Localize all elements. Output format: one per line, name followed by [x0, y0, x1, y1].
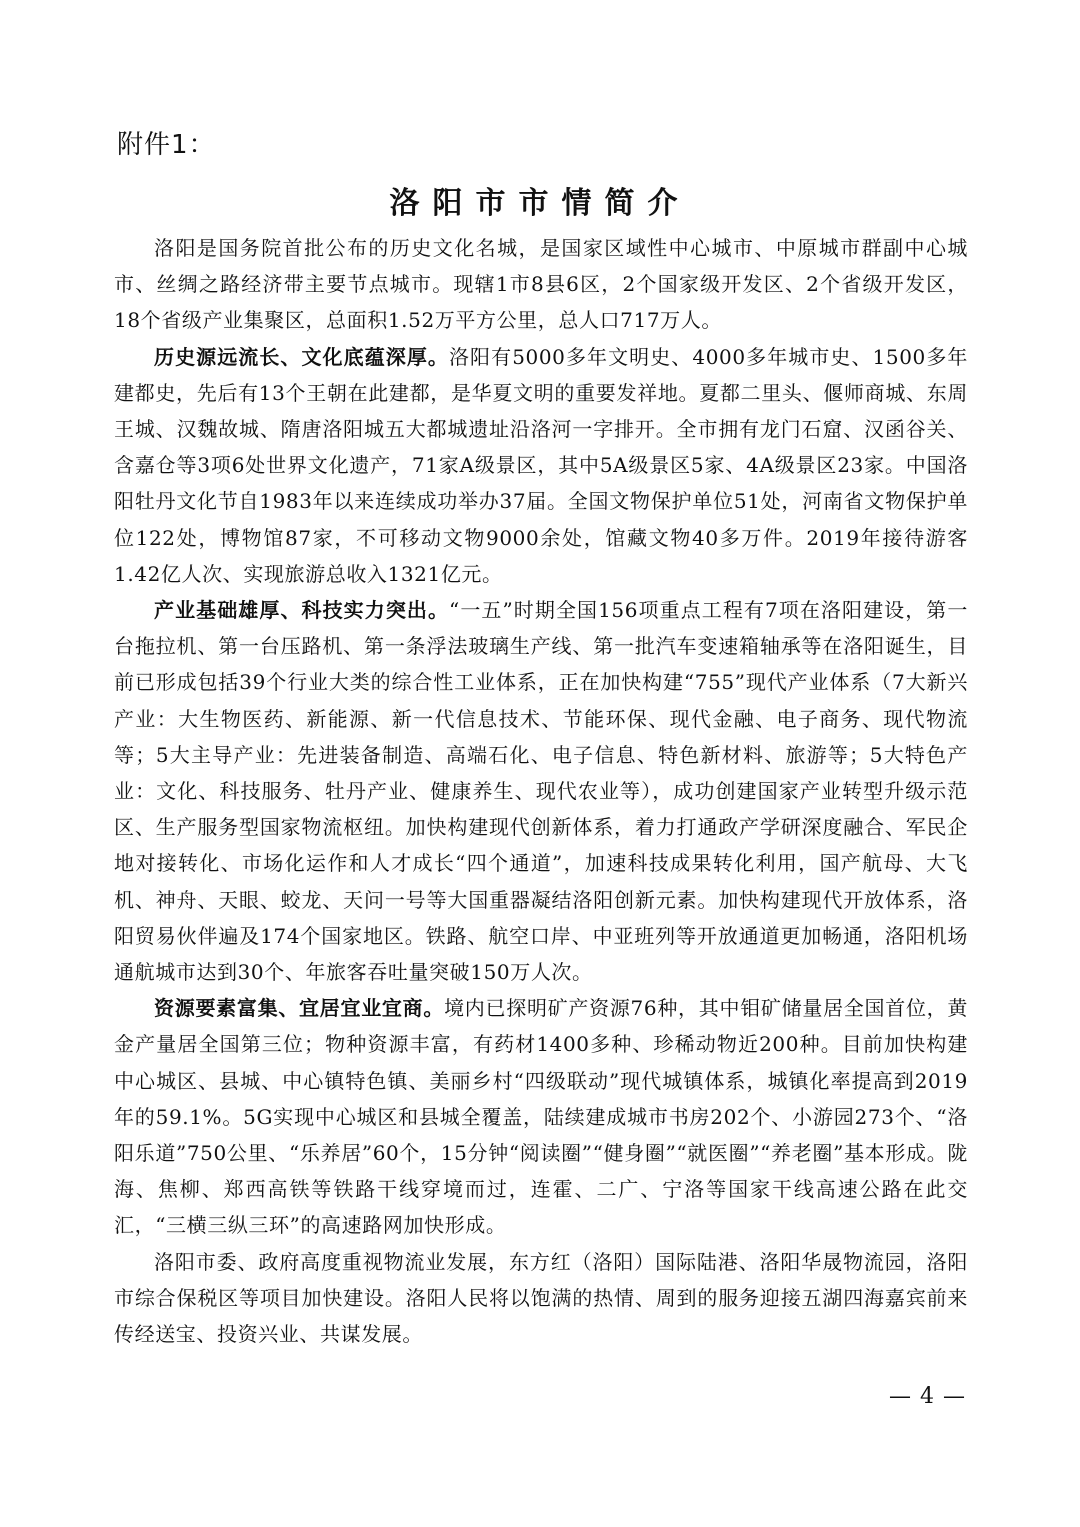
paragraph-text: 境内已探明矿产资源76种，其中钼矿储量居全国首位，黄金产量居全国第三位；物种资源丰富，有药材1400多种、珍稀动物近200种。目前加快构建中心城区、县城、中心镇特色镇、美丽乡村“四级联动”现代城镇体系，城镇化率提高到2019年的59.1%。5G实现中心城区和县城全覆盖，陆续建成城市书房202个、小游园273个、“洛阳乐道”750公里、“乐养居”60个，15分钟“阅读圈”“健身圈”“就医圈”“养老圈”基本形成。陇海、焦柳、郑西高铁等铁路干线穿境而过，连霍、二广、宁洛等国家干线高速公路在此交汇，“三横三纵三环”的高速路网加快形成。: [114, 996, 968, 1238]
paragraph-text: “一五”时期全国156项重点工程有7项在洛阳建设，第一台拖拉机、第一台压路机、第一条浮法玻璃生产线、第一批汽车变速箱轴承等在洛阳诞生，目前已形成包括39个行业大类的综合性工业体系，正在加快构建“755”现代产业体系（7大新兴产业：大生物医药、新能源、新一代信息技术、节能环保、现代金融、电子商务、现代物流等；5大主导产业：先进装备制造、高端石化、电子信息、特色新材料、旅游等；5大特色产业：文化、科技服务、牡丹产业、健康养生、现代农业等），成功创建国家产业转型升级示范区、生产服务型国家物流枢纽。加快构建现代创新体系，着力打通政产学研深度融合、军民企地对接转化、市场化运作和人才成长“四个通道”，加速科技成果转化利用，国产航母、大飞机、神舟、天眼、蛟龙、天问一号等大国重器凝结洛阳创新元素。加快构建现代开放体系，洛阳贸易伙伴遍及174个国家地区。铁路、航空口岸、中亚班列等开放通道更加畅通，洛阳机场通航城市达到30个、年旅客吞吐量突破150万人次。: [114, 598, 968, 985]
paragraph-text: 洛阳是国务院首批公布的历史文化名城，是国家区域性中心城市、中原城市群副中心城市、丝绸之路经济带主要节点城市。现辖1市8县6区，2个国家级开发区、2个省级开发区，18个省级产业集聚区，总面积1.52万平方公里，总人口717万人。: [114, 236, 968, 333]
attachment-label: 附件1：: [117, 130, 216, 160]
paragraph-text: 洛阳有5000多年文明史、4000多年城市史、1500多年建都史，先后有13个王朝在此建都，是华夏文明的重要发祥地。夏都二里头、偃师商城、东周王城、汉魏故城、隋唐洛阳城五大都城遗址沿洛河一字排开。全市拥有龙门石窟、汉函谷关、含嘉仓等3项6处世界文化遗产，71家A级景区，其中5A级景区5家、4A级景区23家。中国洛阳牡丹文化节自1983年以来连续成功举办37届。全国文物保护单位51处，河南省文物保护单位122处，博物馆87家，不可移动文物9000余处，馆藏文物40多万件。2019年接待游客1.42亿人次、实现旅游总收入1321亿元。: [114, 344, 968, 586]
paragraph-lead: 资源要素富集、宜居宜业宜商。: [154, 996, 445, 1021]
paragraph-text: 洛阳市委、政府高度重视物流业发展，东方红（洛阳）国际陆港、洛阳华晟物流园，洛阳市综合保税区等项目加快建设。洛阳人民将以饱满的热情、周到的服务迎接五湖四海嘉宾前来传经送宝、投资兴业、共谋发展。: [114, 1249, 968, 1347]
document-title: 洛阳市市情简介: [389, 186, 691, 221]
paragraph-history: [114, 339, 968, 592]
paragraph-intro: [114, 230, 968, 339]
paragraph-resources: [114, 990, 968, 1243]
paragraph-industry: [114, 592, 968, 990]
paragraph-lead: 历史源远流长、文化底蕴深厚。: [154, 344, 449, 369]
paragraph-lead: 产业基础雄厚、科技实力突出。: [154, 598, 450, 623]
paragraph-logistics: [114, 1244, 968, 1353]
body-text: [114, 230, 968, 1352]
page-number: — 4 —: [889, 1384, 966, 1409]
